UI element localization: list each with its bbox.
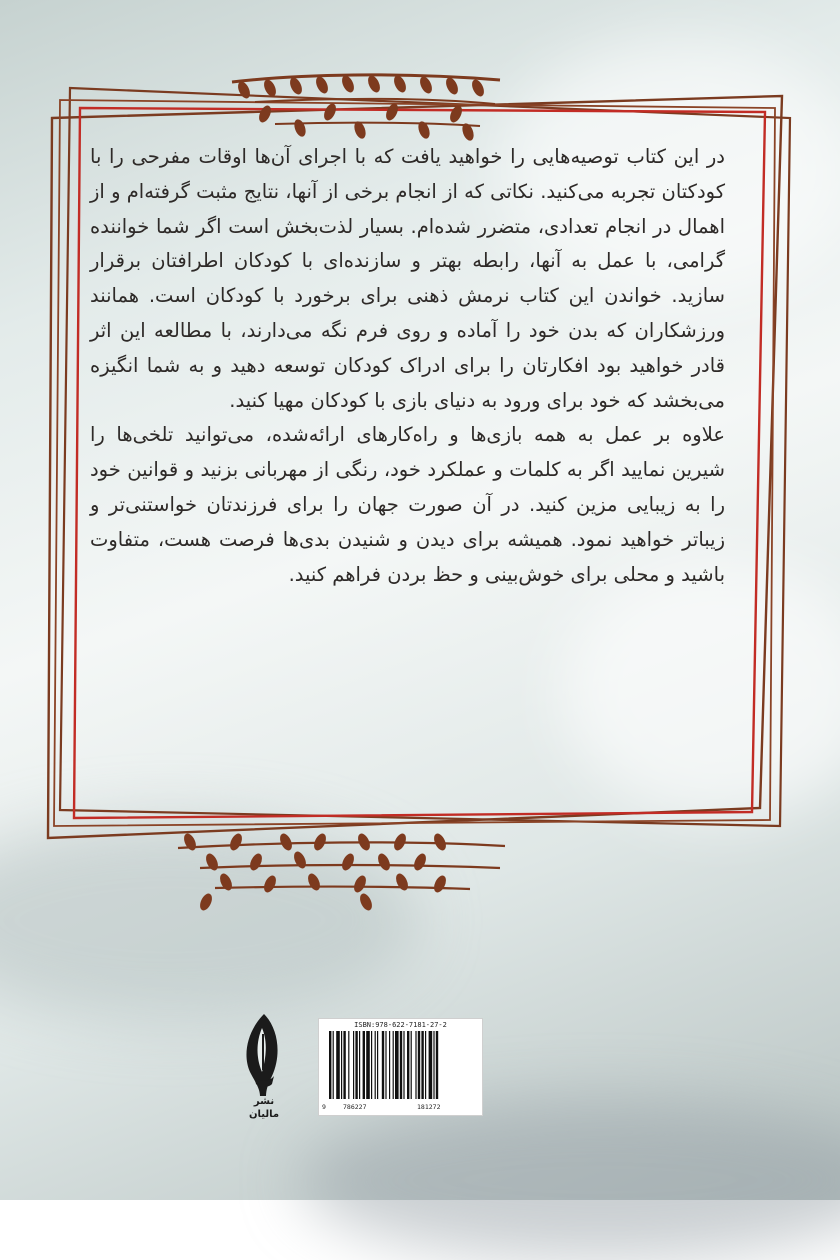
barcode-bar: [333, 1031, 334, 1099]
barcode-bar: [407, 1031, 409, 1099]
barcode-bar: [421, 1031, 423, 1099]
barcode-bar: [411, 1031, 412, 1099]
barcode-bar: [359, 1031, 360, 1099]
barcode-bar: [433, 1031, 434, 1099]
barcode-bar: [353, 1031, 354, 1099]
barcode-bars: [323, 1031, 478, 1101]
barcode-bar: [436, 1031, 438, 1099]
barcode-bar: [341, 1031, 342, 1099]
barcode-bar: [395, 1031, 399, 1099]
barcode-bar: [382, 1031, 384, 1099]
barcode: [318, 1018, 483, 1116]
barcode-bar: [393, 1031, 394, 1099]
barcode-bar: [429, 1031, 433, 1099]
barcode-bar: [400, 1031, 402, 1099]
barcode-bar: [375, 1031, 376, 1099]
publisher-logo: [232, 1010, 296, 1125]
leaf-vine-icon: [178, 832, 505, 913]
barcode-bar: [415, 1031, 416, 1099]
barcode-bar: [348, 1031, 349, 1099]
barcode-bar: [418, 1031, 420, 1099]
barcode-bar: [377, 1031, 378, 1099]
publisher-label: نشر: [253, 1096, 275, 1107]
barcode-digits-left: 9: [322, 1103, 326, 1111]
paragraph: در این کتاب توصیه‌هایی را خواهید یافت که با اجرای آن‌ها اوقات مفرحی را با کودکتان تجربه می‌کنید. نکاتی که از انجام برخی از آنها، نتایج مثبت گرفته‌ام و از اهمال در انجام تعدادی، متضرر شده‌ام. بسیار لذت‌بخش است اگر شما خواننده گرامی، با عمل به آنها، رابطه بهتر و سازنده‌ای با کودکان اطرافتان برقرار سازید. خواندن این کتاب نرمش ذهنی برای برخورد با کودکان است. همانند ورزشکاران که بدن خود را آماده و روی فرم نگه می‌دارند، با مطالعه این اثر قادر خواهید بود افکارتان را برای ادراک کودکان توسعه دهید و به شما انگیزه می‌بخشد که خود برای ورود به دنیای بازی با کودکان مهیا کنید.: [90, 145, 725, 412]
barcode-bar: [343, 1031, 345, 1099]
isbn-label: ISBN:978-622-7181-27-2: [354, 1021, 447, 1029]
barcode-bar: [371, 1031, 372, 1099]
body-text: [90, 140, 725, 592]
barcode-bar: [355, 1031, 357, 1099]
publisher-name: مالیان: [248, 1109, 280, 1120]
barcode-bar: [385, 1031, 386, 1099]
barcode-bar: [425, 1031, 426, 1099]
barcode-bar: [363, 1031, 365, 1099]
paragraph: علاوه بر عمل به همه بازی‌ها و راه‌کارهای ارائه‌شده، می‌توانید تلخی‌ها را شیرین نمایید اگر به کلمات و عملکرد خود، رنگی از مهربانی بزنید و قوانین خود را به زیبایی مزین کنید. در آن صورت جهان را برای فرزندتان خواستنی‌تر و زیباتر خواهید نمود. همیشه برای دیدن و شنیدن بدی‌ها فرصت هست، متفاوت باشید و محلی برای خوش‌بینی و حظ بردن فراهم کنید.: [90, 423, 725, 586]
barcode-digits-right: 181272: [417, 1103, 441, 1111]
barcode-bar: [336, 1031, 340, 1099]
barcode-bar: [329, 1031, 331, 1099]
barcode-bar: [389, 1031, 390, 1099]
barcode-bar: [366, 1031, 370, 1099]
barcode-digits-mid: 786227: [343, 1103, 367, 1111]
barcode-bar: [403, 1031, 404, 1099]
